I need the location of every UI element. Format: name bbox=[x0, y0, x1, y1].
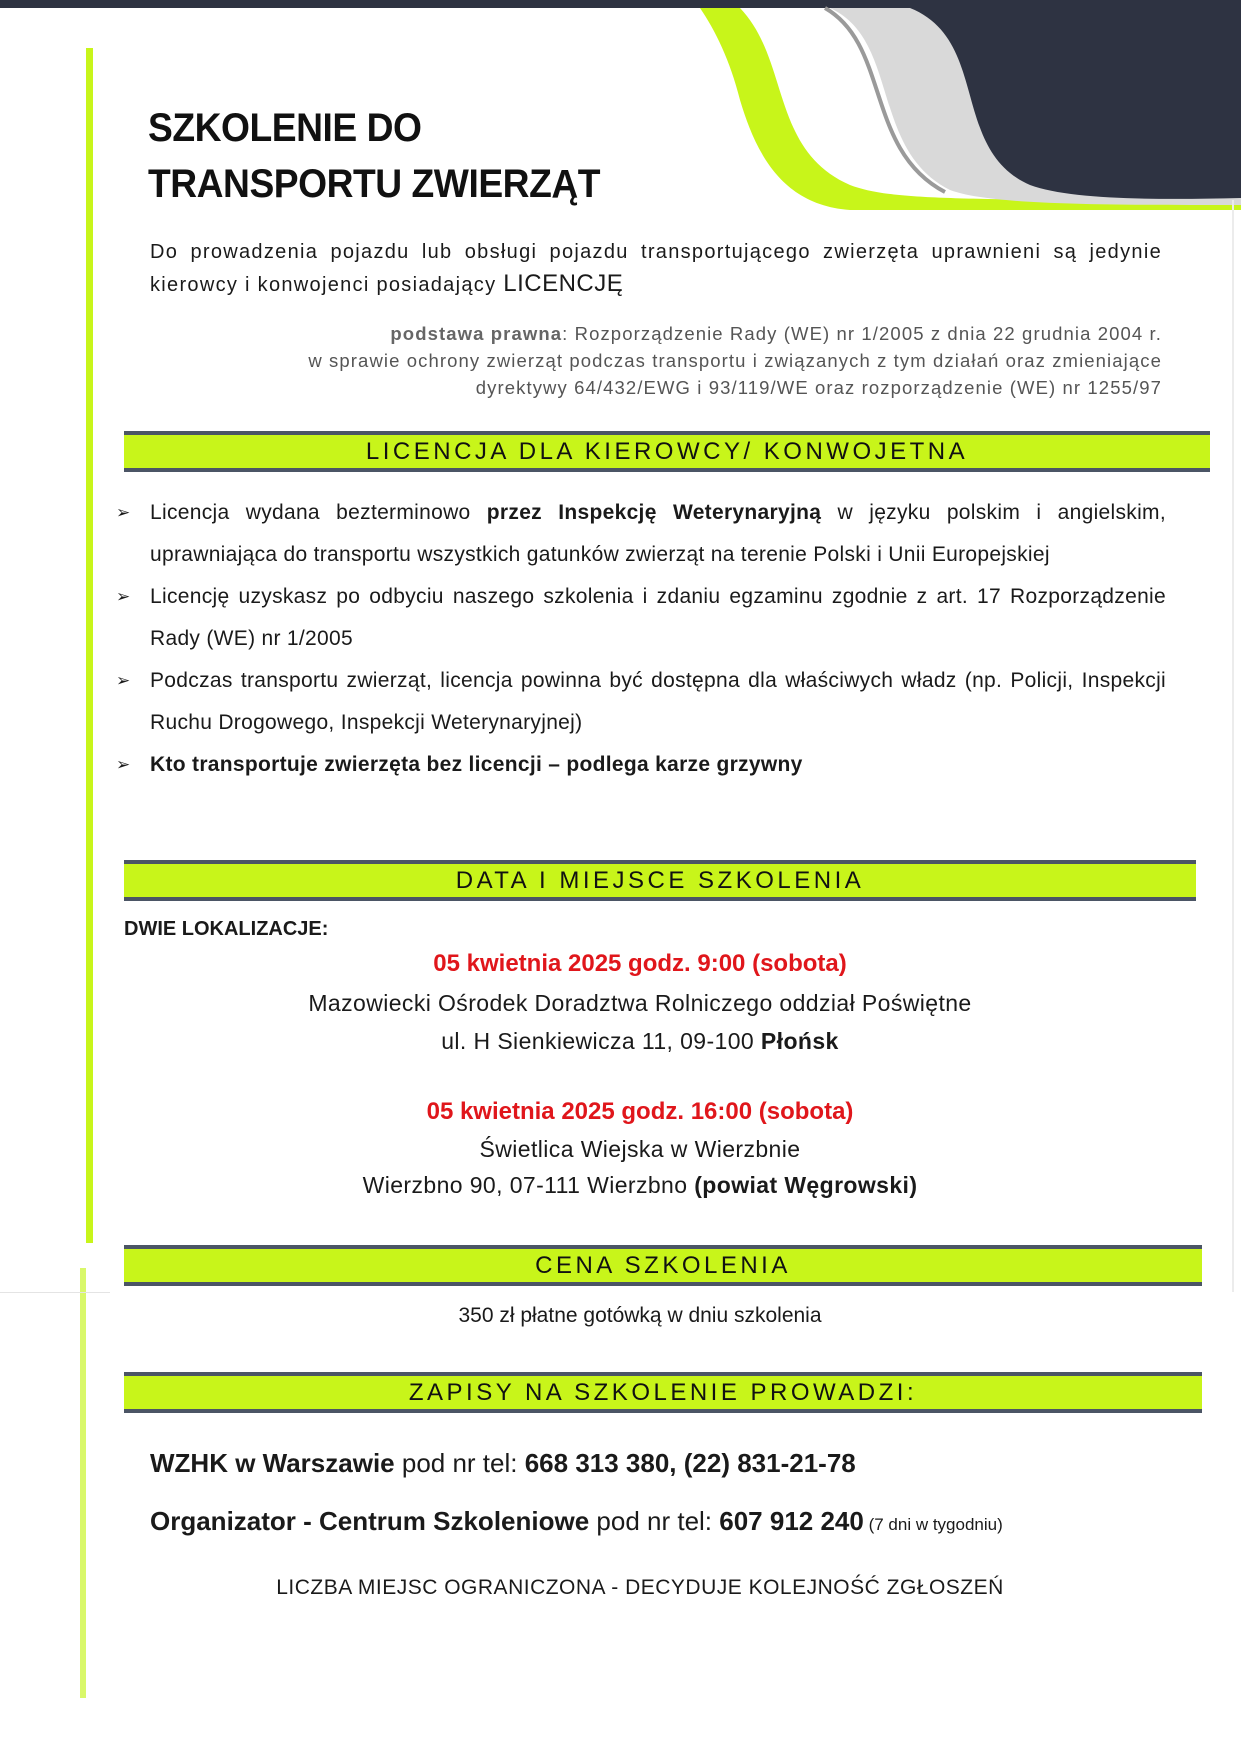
location-1-city: Płońsk bbox=[760, 1028, 839, 1054]
location-2-address bbox=[150, 1172, 1130, 1199]
page-edge-line bbox=[1232, 200, 1234, 1292]
intro-highlight: LICENCJĘ bbox=[503, 270, 624, 297]
legal-label: podstawa prawna bbox=[390, 323, 563, 344]
title-line-1: SZKOLENIE DO bbox=[148, 106, 422, 150]
price-heading-text: CENA SZKOLENIA bbox=[535, 1252, 791, 1279]
arrow-bullet-icon: ➢ bbox=[116, 671, 131, 690]
section-heading-license bbox=[124, 431, 1210, 472]
list-item bbox=[116, 660, 1166, 744]
bullet-3-text: Podczas transportu zwierząt, licencja powinna być dostępna dla właściwych władz (np. Policji, Inspekcji Ruchu Drogowego, Inspekcji Weterynaryjnej) bbox=[150, 669, 1166, 734]
contact-1-phone: 668 313 380, (22) 831-21-78 bbox=[524, 1448, 856, 1478]
location-1-address-text: ul. H Sienkiewicza 11, 09-100 bbox=[441, 1028, 761, 1054]
license-bullet-list bbox=[116, 492, 1166, 786]
location-1-address bbox=[150, 1028, 1130, 1055]
intro-text: Do prowadzenia pojazdu lub obsługi pojazdu transportującego zwierzęta uprawnieni są jedynie kierowcy i konwojenci posiadający bbox=[150, 241, 1162, 296]
accent-vertical-line bbox=[86, 48, 93, 1243]
accent-vertical-line-lower bbox=[80, 1268, 86, 1698]
list-item bbox=[116, 744, 1166, 786]
footer-notice: LICZBA MIEJSC OGRANICZONA - DECYDUJE KOLEJNOŚĆ ZGŁOSZEŃ bbox=[276, 1576, 1004, 1599]
intro-paragraph bbox=[150, 236, 1162, 301]
location-1-datetime: 05 kwietnia 2025 godz. 9:00 (sobota) bbox=[433, 950, 847, 977]
section-heading-signup bbox=[124, 1372, 1202, 1413]
legal-basis bbox=[150, 320, 1162, 401]
location-2-place: Świetlica Wiejska w Wierzbnie bbox=[479, 1136, 801, 1162]
contact-1-label: pod nr tel: bbox=[394, 1448, 525, 1478]
arrow-bullet-icon: ➢ bbox=[116, 587, 131, 606]
contact-2-label: pod nr tel: bbox=[589, 1506, 720, 1536]
locations-label: DWIE LOKALIZACJE: bbox=[124, 918, 329, 940]
arrow-bullet-icon: ➢ bbox=[116, 503, 131, 522]
contact-1-name: WZHK w Warszawie bbox=[150, 1448, 395, 1478]
location-1-place: Mazowiecki Ośrodek Doradztwa Rolniczego oddział Poświętne bbox=[308, 990, 972, 1016]
date-heading-text: DATA I MIEJSCE SZKOLENIA bbox=[455, 867, 865, 894]
contact-2-phone: 607 912 240 bbox=[719, 1506, 864, 1536]
bullet-1-text: Licencja wydana bezterminowo bbox=[150, 501, 487, 524]
list-item bbox=[116, 492, 1166, 576]
signup-heading-text: ZAPISY NA SZKOLENIE PROWADZI: bbox=[408, 1379, 918, 1406]
section-heading-price bbox=[124, 1245, 1202, 1286]
arrow-bullet-icon: ➢ bbox=[116, 755, 131, 774]
legal-line-2: w sprawie ochrony zwierząt podczas transportu i związanych z tym działań oraz zmieniające bbox=[308, 350, 1162, 371]
legal-line-1: : Rozporządzenie Rady (WE) nr 1/2005 z dnia 22 grudnia 2004 r. bbox=[562, 323, 1162, 344]
price-text: 350 zł płatne gotówką w dniu szkolenia bbox=[458, 1304, 822, 1327]
contact-2-note: (7 dni w tygodniu) bbox=[863, 1515, 1003, 1534]
contact-organizer bbox=[150, 1506, 1003, 1537]
license-heading-text: LICENCJA DLA KIEROWCY/ KONWOJETNA bbox=[365, 438, 969, 465]
bullet-1-bold: przez Inspekcję Weterynaryjną bbox=[486, 501, 822, 524]
contact-wzhk bbox=[150, 1448, 856, 1479]
location-2-datetime: 05 kwietnia 2025 godz. 16:00 (sobota) bbox=[426, 1098, 854, 1125]
location-2-district: (powiat Węgrowski) bbox=[694, 1172, 918, 1198]
contact-2-name: Organizator - Centrum Szkoleniowe bbox=[150, 1506, 590, 1536]
divider-line bbox=[0, 1292, 110, 1293]
title-line-2: TRANSPORTU ZWIERZĄT bbox=[148, 162, 600, 206]
list-item bbox=[116, 576, 1166, 660]
page-title bbox=[148, 100, 600, 212]
bullet-1-text-end: w języku polskim i angielskim, uprawniająca do transportu wszystkich gatunków zwierząt na terenie Polski i Unii Europejskiej bbox=[150, 501, 1166, 566]
section-heading-date bbox=[124, 860, 1196, 901]
location-2-address-text: Wierzbno 90, 07-111 Wierzbno bbox=[362, 1172, 695, 1198]
legal-line-3: dyrektywy 64/432/EWG i 93/119/WE oraz rozporządzenie (WE) nr 1255/97 bbox=[475, 377, 1162, 398]
decorative-corner-waves bbox=[700, 0, 1241, 210]
bullet-4-bold: Kto transportuje zwierzęta bez licencji – podlega karze grzywny bbox=[150, 753, 803, 776]
bullet-2-text: Licencję uzyskasz po odbyciu naszego szkolenia i zdaniu egzaminu zgodnie z art. 17 Rozporządzenie Rady (WE) nr 1/2005 bbox=[150, 585, 1166, 650]
